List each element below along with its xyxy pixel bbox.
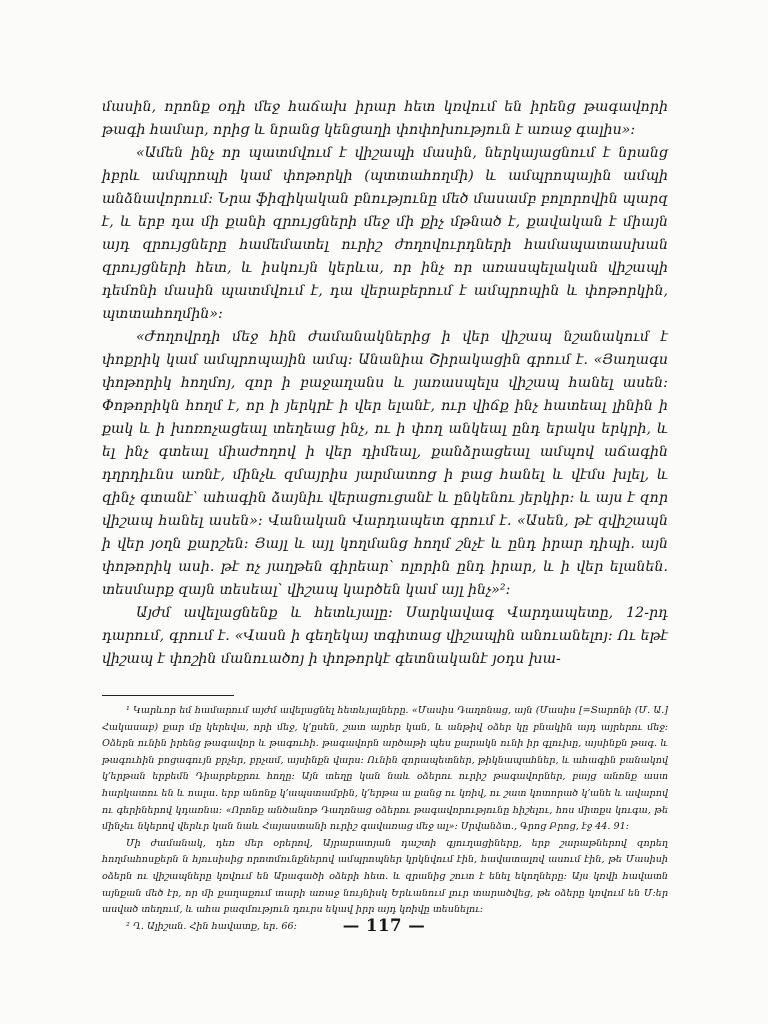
paragraph-2: «Ամեն ինչ որ պատմվում է վիշապի մասին, ներկայացնում է նրանց իբրև ամպրոպի կամ փոթորկի (պտտահողմի) և ամպրոպային ամպի անձնավորում։ Նրա ֆիզիկական բնությունը մեծ մասամբ բոլորովին պարզ է, և երբ դա մի քանի զրույցների մեջ մի քիչ մթնած է, քավական է միայն այդ զրույցները համեմատել ուրիշ ժողովուրդների համապատասխան զրույցների հետ, և իսկույն կերևա, որ ինչ որ առասպելական վիշապի դեմոնի մասին պատմվում է, դա վերաբերում է ամպրոպին և փոթորկին, պտտահողմին»։ [102, 145, 668, 322]
page-number: — 117 — [342, 916, 426, 935]
footnotes [102, 703, 668, 935]
paragraph-4: Այժմ ավելացնենք և հետևյալը։ Սարկավագ Վարդապետը, 12-րդ դարում, գրում է. «Վասն ի գեղեկայ տգիտաց վիշապին անուանելոյ։ Ու եթէ վիշապ է փոշին մանուածոյ ի փոթորկէ գետնականէ յօդս խա- [102, 605, 668, 667]
document-page [102, 96, 668, 935]
footnote-1: ¹ Կարևոր եմ համարում այժմ ավելացնել հետևյալները. «Մասիս Դաղոնաց, այն (Մասիս [=Տարոնի (Մ. Ա.] Հակասաբ) քար մը կերեվա, որի մեջ, կ՚ըսեն, շատ այրեր կան, և անթիվ օձեր կը բնակին այդ այրերու մեջ։ Օձերն ունին իրենց թագավոր և թագուհի. թագավորն արծաթի պես քարակն ունի իր գլուխը, այսինքն թագ. և թագուհին բոցագույն բրչեր, բրչամ, այսինքն վարս։ Ունին զորապետներ, թիկնապահներ, և ահագին բանակով կ՚երթան երբեմն Դիարբեքրու հողը։ Այն տեղը կան նաև օձերու ուրիշ թագավորներ, բայց անոնք աստ հարկատու են և ոալա. երբ անոնք կ՚ապստամբին, կ՚երթա ա քանց ու կռիվ, ու շատ կոտորած կ՚անե և ավարով ու գերիներով կդառնա։ «Որոնք անծանոթ Դաղոնաց օձերու թագավորությունը հիշելու, հոս միտքս կուգա, թե մինչեւ նկերով վերևր կան նաև Հայաստանի ուրիշ գավառաց մեջ ալ»։ Սրվանձտ., Գրոց Բրոց, էջ 44. 91։ [102, 705, 668, 833]
footnote-1-continuation: Մի ժամանակ, դեռ մեր օրերով, Այրարատյան դաշտի գյուղացիները, երբ շարաթներով զորեղ հողմահոսքերն ն հյուսիսից որոտմունքներով ամպրոպներ կրկնվում էին, հավատալով ասում էին, թե Մասիսի օձերն ու վիշապները կռվում են Արագածի օձերի հետ. և զրանից շուտ է ենել եկողները։ Այս կռվի հավատն այնքան մեծ էր, որ մի քաղաքում տարի առաջ նույնիսկ Երևանում լուր տարածվեց, թե օձերը կռվում են Մ։եր ասված տեղում, և ահա բազմություն դուրս եկավ իրր այդ կռիվը տեսնելու։ [102, 837, 668, 916]
paragraph-1: մասին, որոնք օդի մեջ հաճախ իրար հետ կռվում են իրենց թագավորի թագի համար, որից և նրանց կենցաղի փոփոխություն է առաջ գալիս»։ [102, 99, 668, 138]
footnote-2: ² Ղ. Ալիշան. Հին հավատք, եր. 66։ [126, 920, 297, 932]
paragraph-3: «Ժողովրդի մեջ հին ժամանակներից ի վեր վիշապ նշանակում է փոքրիկ կամ ամպրոպային ամպ։ Անանիա Շիրակացին գրում է. «Յաղագս փոթորիկ հողմոյ, զոր ի բաջաղանս և յառասպելս վիշապ հանել ասեն։ Փոթորիկն հողմ է, որ ի յերկրէ ի վեր ելանէ, ուր վիճք ինչ հատեալ լինին ի քակ և ի խոռոչացեալ տեղեաց ինչ, ու ի փող անկեալ ընդ երակս երկրի, և ել ինչ գտեալ միաժողով ի վեր դիմեալ, քանձրացեալ ամպով աճագին դղրդիւնս առնէ, մինչև զմայրիս յարմատոց ի բաց հանել և վէմս խլել, և զինչ գտանէ՝ ահագին ձայնիւ վերացուցանէ և ընկենու յերկիր։ և այս է զոր վիշապ հանել ասեն»։ Վանական Վարդապետ գրում է. «Ասեն, թէ զվիշապն ի վեր յօղն քարշեն։ Յայլ և այլ կողմանց հողմ շնչէ և ընդ իրար դիպի. այն փոթորիկ ասի. թէ ոչ յաղթեն գիրեար՝ ոլորին ընդ իրար, և ի վեր ելանեն. տեսմարք զայն տեսեալ՝ վիշապ կարծեն կամ այլ ինչ»²։ [102, 329, 668, 598]
footnote-divider [102, 695, 234, 696]
main-text [102, 96, 668, 671]
